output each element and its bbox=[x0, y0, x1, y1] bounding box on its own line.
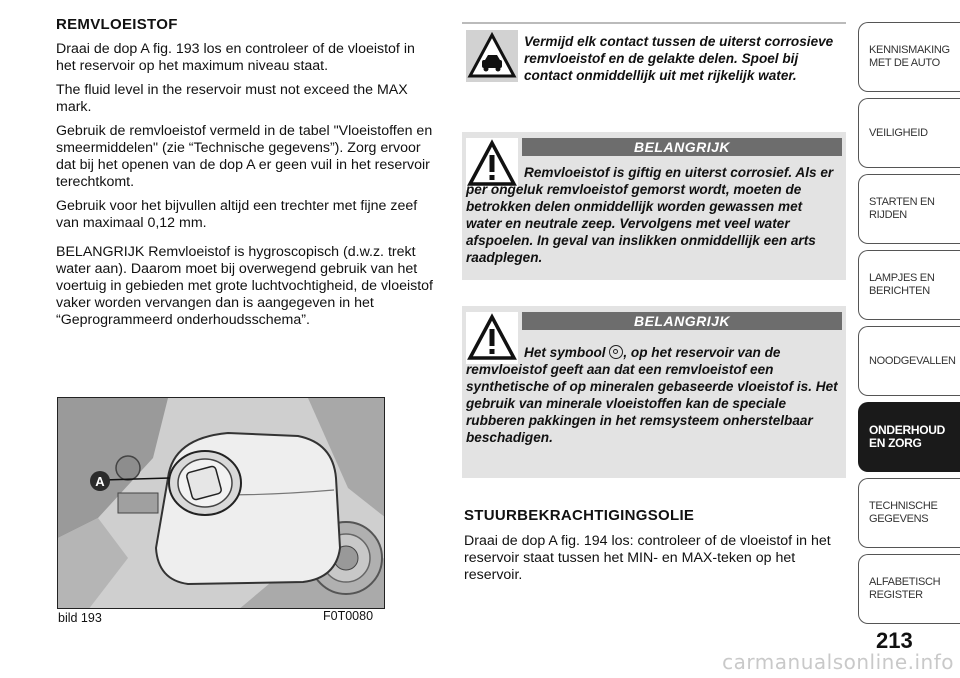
caution-block bbox=[462, 30, 846, 84]
tab-kennismaking[interactable]: KENNISMAKING MET DE AUTO bbox=[858, 22, 960, 92]
tab-lampjes-en-berichten[interactable]: LAMPJES EN BERICHTEN bbox=[858, 250, 960, 320]
car-paint-warning-icon bbox=[466, 30, 518, 82]
warning-title: BELANGRIJK bbox=[522, 138, 842, 156]
warning-text: Remvloeistof is giftig en uiterst corrosief. Als er per ongeluk remvloeistof gemorst wordt, moeten de betrokken delen onmiddellijk worden gewassen met water en neutrale zeep. Vervolgens met veel water afspoelen. In geval van inslikken onmiddellijk een arts raadplegen. bbox=[466, 165, 834, 265]
section-heading-power-steering: STUURBEKRACHTIGINGSOLIE bbox=[464, 507, 695, 524]
watermark: carmanualsonline.info bbox=[722, 650, 954, 674]
figure-caption: bild 193 bbox=[58, 611, 102, 625]
warning-box-symbol bbox=[462, 306, 846, 478]
reservoir-illustration bbox=[58, 398, 385, 609]
page-number: 213 bbox=[876, 628, 913, 653]
warning-box-toxic bbox=[462, 132, 846, 280]
warning-text: Het symbool , op het reservoir van de remvloeistof geeft aan dat een remvloeistof een synthetische of op mineralen gebaseerde vloeistof is. Het gebruik van minerale vloeistoffen kan de speciale rubberen pakkingen in het remsysteem onherstelbaar beschadigen. bbox=[466, 345, 838, 445]
warning-title: BELANGRIJK bbox=[522, 312, 842, 330]
paragraph: Gebruik de remvloeistof vermeld in de tabel "Vloeistoffen en smeermiddelen" (zie “Technische gegevens”). Zorg ervoor dat bij het openen van de dop A er geen vuil in het reservoir terechtkomt. bbox=[56, 123, 433, 190]
paragraph: Draai de dop A fig. 194 los: controleer of de vloeistof in het reservoir staat tussen het MIN- en MAX-teken op het reservoir. bbox=[464, 533, 831, 583]
paragraph: Draai de dop A fig. 193 los en controleer of de vloeistof in het reservoir op het maximum niveau staat. bbox=[56, 41, 415, 74]
tab-noodgevallen[interactable]: NOODGEVALLEN bbox=[858, 326, 960, 396]
paragraph-important: BELANGRIJK Remvloeistof is hygroscopisch (d.w.z. trekt water aan). Daarom moet bij overwegend gebruik van het voertuig in gebieden met grote luchtvochtigheid, de vloeistof vaker worden vervangen dan is aangegeven in het “Geprogrammeerd onderhoudsschema”. bbox=[56, 244, 433, 328]
callout-label-a: A bbox=[95, 474, 105, 489]
left-column bbox=[56, 16, 434, 336]
tab-onderhoud-en-zorg[interactable]: ONDERHOUD EN ZORG bbox=[858, 402, 960, 472]
divider bbox=[462, 22, 846, 24]
brake-fluid-symbol-icon bbox=[609, 345, 623, 359]
tab-veiligheid[interactable]: VEILIGHEID bbox=[858, 98, 960, 168]
section-heading-brake-fluid: REMVLOEISTOF bbox=[56, 16, 178, 33]
figure-brake-fluid-reservoir bbox=[57, 397, 385, 609]
caution-text: Vermijd elk contact tussen de uiterst corrosieve remvloeistof en de gelakte delen. Spoel bij contact onmiddellijk uit met rijkelijk water. bbox=[524, 34, 834, 83]
tab-starten-en-rijden[interactable]: STARTEN EN RIJDEN bbox=[858, 174, 960, 244]
tab-technische-gegevens[interactable]: TECHNISCHE GEGEVENS bbox=[858, 478, 960, 548]
paragraph: Gebruik voor het bijvullen altijd een trechter met fijne zeef van maximaal 0,12 mm. bbox=[56, 198, 418, 231]
figure-code: F0T0080 bbox=[323, 609, 374, 623]
tab-alfabetisch-register[interactable]: ALFABETISCH REGISTER bbox=[858, 554, 960, 624]
paragraph: The fluid level in the reservoir must not exceed the MAX mark. bbox=[56, 82, 408, 115]
